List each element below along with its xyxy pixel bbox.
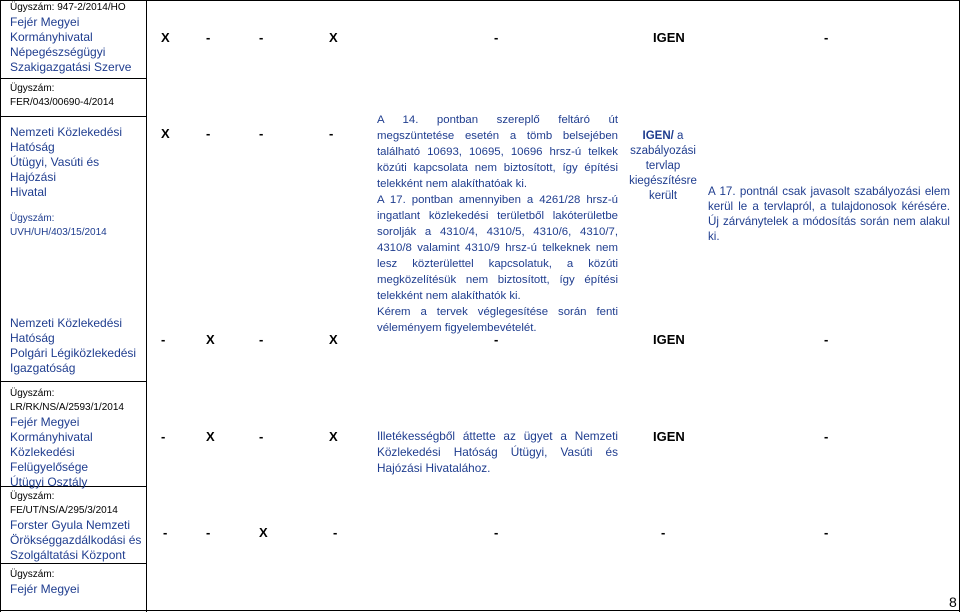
authority-cell (10, 125, 144, 240)
mark: - (259, 429, 264, 444)
case-label: Ügyszám: 947-2/2014/HO (10, 2, 126, 13)
opinion-paragraph: A 17. pontban amennyiben a 4261/28 hrsz-ú ingatlant közlekedési területből lakóterületbe sorolják a 4310/4, 4310/5, 4310/6, 4310/7, 4310/8 valamint 4310/9 hrsz-ú telkeknek nem lesz közterülettel kapcsolatuk, a közúti megközelítésük nem biztosított, így építési telekként nem alakíthatók ki. (377, 194, 618, 302)
response-text: A 17. pontnál csak javasolt szabályozási elem kerül le a tervlapról, a tulajdonosok kérésére. Új zárványtelek a módosítás során nem alakul ki. (708, 185, 950, 243)
case-label: Ügyszám: (10, 569, 55, 580)
authority-name: Fejér Megyei Kormányhivatal Népegészségügyi Szakigazgatási Szerve (10, 15, 132, 74)
opinion-text: Illetékességből áttette az ügyet a Nemzeti Közlekedési Hatóság Útügyi, Vasúti és Hajózási Hivatalához. (377, 429, 618, 475)
mark: - (259, 126, 264, 141)
opinion-paragraph: A 14. pontban szereplő feltáró út megszüntetése esetén a tömb belsejében található 10693, 10695, 10696 hrsz-ú telkek közúti kapcsolata nem biztosított, így építési telekként nem alakíthatóak ki. (377, 114, 618, 190)
table-border-bottom (0, 610, 960, 611)
authority-cell (10, 82, 144, 110)
table-border-left (0, 0, 1, 612)
authority-name: Nemzeti Közlekedési Hatóság Útügyi, Vasúti és Hajózási Hivatal (10, 125, 123, 199)
mark: X (259, 525, 268, 540)
mark: - (163, 525, 168, 540)
mark: - (494, 30, 499, 45)
mark: X (206, 332, 215, 347)
column-divider (146, 0, 147, 612)
mark: - (333, 525, 338, 540)
authority-name: Forster Gyula Nemzeti Örökséggazdálkodási és Szolgáltatási Központ (10, 518, 142, 562)
mark: - (161, 429, 166, 444)
authority-cell (10, 387, 144, 490)
mark: - (161, 332, 166, 347)
case-line: Ügyszám: UVH/UH/403/15/2014 (10, 213, 107, 238)
mark: - (206, 30, 211, 45)
case-label: Ügyszám: (10, 491, 55, 502)
mark: X (329, 332, 338, 347)
page-number: 8 (949, 594, 957, 610)
mark: X (329, 429, 338, 444)
authority-cell (10, 1, 144, 75)
opinion-text (377, 112, 618, 336)
mark: - (329, 126, 334, 141)
mark: - (494, 525, 499, 540)
case-number: FE/UT/NS/A/295/3/2014 (10, 505, 118, 516)
mark: X (329, 30, 338, 45)
status-label: IGEN/ (642, 130, 674, 142)
mark: IGEN (653, 30, 685, 45)
mark: IGEN (653, 429, 685, 444)
case-label: Ügyszám: (10, 388, 55, 399)
status-detail: a szabályozási tervlap kiegészítésre került (629, 130, 697, 202)
opinion-paragraph: Kérem a tervek véglegesítése során fenti véleményem figyelembevételét. (377, 306, 618, 334)
authority-cell (10, 490, 144, 563)
mark: - (259, 332, 264, 347)
row-divider (0, 381, 147, 382)
row-divider (0, 563, 147, 564)
mark: - (494, 332, 499, 347)
mark: X (161, 30, 170, 45)
mark: - (824, 429, 829, 444)
authority-name: Fejér Megyei (10, 582, 80, 596)
mark: - (259, 30, 264, 45)
row-divider (0, 116, 147, 117)
mark: - (824, 525, 829, 540)
mark: - (824, 30, 829, 45)
authority-name: Nemzeti Közlekedési Hatóság Polgári Légiközlekedési Igazgatóság (10, 316, 137, 375)
mark: X (206, 429, 215, 444)
authority-cell (10, 568, 144, 597)
case-number: LR/RK/NS/A/2593/1/2014 (10, 402, 124, 413)
mark: - (661, 525, 666, 540)
mark: - (206, 126, 211, 141)
authority-name: Fejér Megyei Kormányhivatal Közlekedési Felügyelősége Útügyi Osztály (10, 415, 93, 489)
authority-cell (10, 316, 144, 376)
case-number: FER/043/00690-4/2014 (10, 97, 114, 108)
mark: - (824, 332, 829, 347)
table-border-top (0, 0, 960, 1)
mark: - (206, 525, 211, 540)
row-divider (0, 78, 147, 79)
mark: IGEN (653, 332, 685, 347)
mark: X (161, 126, 170, 141)
status-cell (624, 129, 702, 204)
case-label: Ügyszám: (10, 83, 55, 94)
